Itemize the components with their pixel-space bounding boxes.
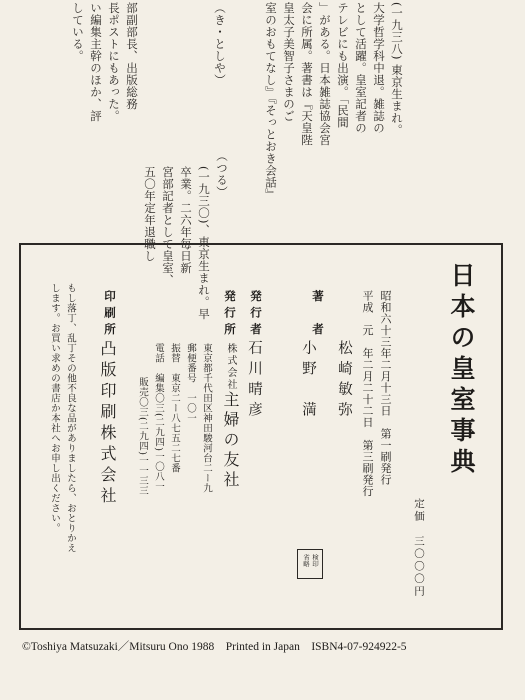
bio-text-line: 卒業。二六年毎日新 bbox=[179, 166, 193, 274]
book-title: 日本の皇室事典 bbox=[447, 262, 476, 479]
edition-first: 昭和六十三年二月十三日 第一刷発行 bbox=[379, 290, 392, 486]
publisher-person-label: 発行者 bbox=[249, 290, 263, 340]
bio-text-line: テレビにも出演。「民間 bbox=[336, 2, 350, 129]
book-price: 定価 三〇〇〇円 bbox=[413, 498, 425, 598]
bio-text-line: として活躍。皇室記者の bbox=[354, 2, 368, 134]
bio-reading: （つる） bbox=[215, 150, 229, 198]
printer-name: 凸版印刷株式会社 bbox=[98, 340, 117, 508]
bio-text-line: 」がある。日本雑誌協会宮 bbox=[318, 2, 332, 146]
bio-text-line: (一九三〇)、東京生まれ。早 bbox=[197, 166, 211, 320]
bio-text-line: 五〇年定年退職し bbox=[143, 166, 157, 262]
bio-text-line: 皇太子美智子さまのご bbox=[282, 2, 296, 122]
copyright-line: ©Toshiya Matsuzaki／Mitsuru Ono 1988 Printed in Japan ISBN4-07-924922-5 bbox=[22, 641, 407, 653]
edition-third: 平成 元 年二月二十二日 第三刷発行 bbox=[361, 290, 374, 497]
bio-text-line: 部副部長、出版総務 bbox=[125, 2, 139, 110]
phone-editorial: 電話 編集〇三(二九四)一〇八一 bbox=[153, 343, 164, 492]
bio-text-line: (一九三八) 東京生まれ。 bbox=[390, 2, 404, 137]
exchange-note: します。お買い求めの書店か本社へお申し出ください。 bbox=[49, 283, 60, 533]
printer-label: 印刷所 bbox=[103, 290, 117, 340]
stamp-text: 検印 bbox=[311, 554, 319, 567]
publisher-person: 石川晴彦 bbox=[246, 340, 262, 422]
publisher-label: 発行所 bbox=[223, 290, 237, 340]
bio-text-line: 大学哲学科中退。雑誌の bbox=[372, 2, 386, 134]
bio-text-line: 室のおもてなし』『そっとおき会話』 bbox=[264, 2, 278, 201]
publisher-address: 東京都千代田区神田駿河台二ー九 bbox=[201, 343, 212, 493]
bio-text-line: 会に所属。著書は『天皇陛 bbox=[300, 2, 314, 146]
bio-text-line: 長ポストにもあった。 bbox=[107, 2, 121, 122]
author-matsuzaki: 松崎敏弥 bbox=[336, 340, 352, 422]
publisher-name: 主婦の友社 bbox=[221, 391, 240, 491]
bio-text-line: い編集主幹のほか、評 bbox=[89, 2, 103, 122]
authors-label: 著 者 bbox=[311, 290, 325, 340]
bio-text-line: 宮部記者として皇室、 bbox=[161, 166, 175, 286]
bio-text-line: している。 bbox=[71, 2, 85, 62]
transfer-account: 振替 東京二ー八七五二七番 bbox=[169, 343, 180, 473]
phone-sales: 販売〇三(二九四)一一三三 bbox=[137, 377, 148, 496]
stamp-text: 省略 bbox=[302, 554, 310, 567]
publisher-corp: 株式会社 bbox=[225, 343, 236, 391]
exchange-note: もし落丁、乱丁その他不良な品がありましたら、おとりかえ bbox=[65, 283, 76, 553]
publisher bbox=[219, 343, 242, 491]
seal-omitted-stamp bbox=[297, 549, 323, 579]
author-ono: 小野 満 bbox=[300, 340, 316, 422]
bio-reading: （き・としや） bbox=[213, 2, 227, 86]
postal-code: 郵便番号 一〇一 bbox=[185, 343, 196, 423]
